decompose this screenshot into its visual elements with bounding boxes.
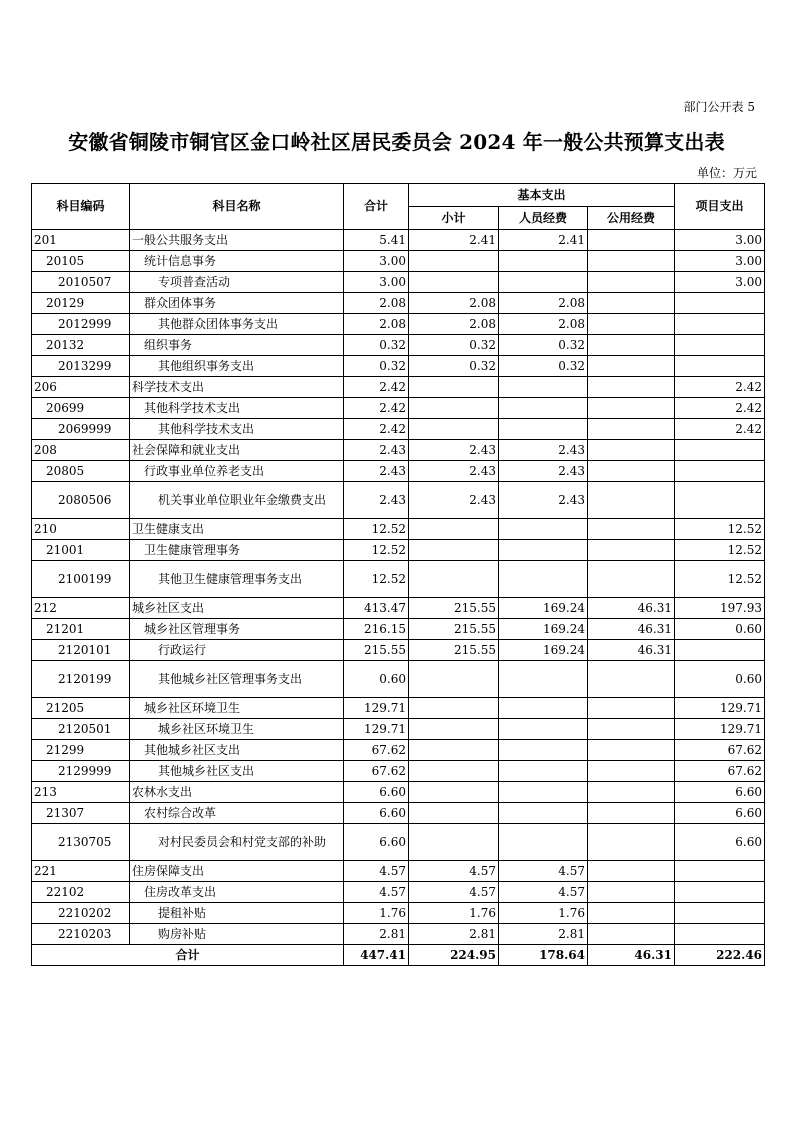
cell-total: 216.15	[344, 619, 409, 640]
cell-public: 46.31	[588, 598, 675, 619]
cell-project: 3.00	[675, 272, 765, 293]
cell-code: 2129999	[32, 761, 130, 782]
cell-public	[588, 561, 675, 598]
cell-subtotal	[409, 698, 499, 719]
table-row	[32, 335, 765, 356]
table-row	[32, 230, 765, 251]
cell-code: 2080506	[32, 482, 130, 519]
cell-code: 221	[32, 861, 130, 882]
cell-public	[588, 661, 675, 698]
cell-code: 2210202	[32, 903, 130, 924]
cell-subtotal: 2.43	[409, 482, 499, 519]
cell-code: 20805	[32, 461, 130, 482]
cell-personnel: 169.24	[499, 640, 588, 661]
cell-project	[675, 861, 765, 882]
col-project-header: 项目支出	[675, 184, 765, 230]
cell-personnel	[499, 740, 588, 761]
cell-project: 67.62	[675, 740, 765, 761]
cell-public	[588, 540, 675, 561]
cell-subtotal: 4.57	[409, 861, 499, 882]
budget-table	[31, 183, 765, 966]
cell-public	[588, 824, 675, 861]
col-total-header: 合计	[344, 184, 409, 230]
cell-code: 213	[32, 782, 130, 803]
cell-total: 2.08	[344, 314, 409, 335]
cell-project: 2.42	[675, 377, 765, 398]
cell-project: 12.52	[675, 561, 765, 598]
cell-code: 2013299	[32, 356, 130, 377]
table-row	[32, 377, 765, 398]
cell-subtotal	[409, 803, 499, 824]
cell-code: 2010507	[32, 272, 130, 293]
cell-subtotal: 2.41	[409, 230, 499, 251]
cell-public	[588, 719, 675, 740]
cell-public	[588, 482, 675, 519]
cell-subtotal	[409, 540, 499, 561]
cell-project	[675, 882, 765, 903]
cell-total: 4.57	[344, 882, 409, 903]
col-public-header: 公用经费	[588, 207, 675, 230]
cell-name: 行政运行	[130, 640, 344, 661]
cell-personnel	[499, 272, 588, 293]
table-row	[32, 619, 765, 640]
cell-name: 提租补贴	[130, 903, 344, 924]
cell-total: 6.60	[344, 824, 409, 861]
table-row	[32, 419, 765, 440]
cell-name: 一般公共服务支出	[130, 230, 344, 251]
totals-public: 46.31	[588, 945, 675, 966]
totals-personnel: 178.64	[499, 945, 588, 966]
table-row	[32, 803, 765, 824]
table-row	[32, 740, 765, 761]
cell-total: 12.52	[344, 519, 409, 540]
cell-personnel: 2.08	[499, 293, 588, 314]
cell-name: 农村综合改革	[130, 803, 344, 824]
cell-subtotal: 215.55	[409, 640, 499, 661]
cell-public	[588, 761, 675, 782]
cell-public	[588, 230, 675, 251]
cell-code: 206	[32, 377, 130, 398]
cell-project	[675, 903, 765, 924]
cell-subtotal	[409, 561, 499, 598]
cell-public	[588, 440, 675, 461]
cell-personnel	[499, 719, 588, 740]
cell-total: 2.43	[344, 440, 409, 461]
totals-label: 合计	[32, 945, 344, 966]
cell-project: 67.62	[675, 761, 765, 782]
cell-project: 12.52	[675, 540, 765, 561]
unit-label: 单位：万元	[696, 166, 757, 180]
cell-project: 3.00	[675, 251, 765, 272]
table-row	[32, 440, 765, 461]
cell-public	[588, 419, 675, 440]
col-code-header: 科目编码	[32, 184, 130, 230]
cell-total: 129.71	[344, 698, 409, 719]
cell-total: 67.62	[344, 761, 409, 782]
cell-subtotal: 215.55	[409, 598, 499, 619]
cell-public	[588, 356, 675, 377]
totals-total: 447.41	[344, 945, 409, 966]
cell-subtotal: 2.43	[409, 461, 499, 482]
cell-public	[588, 461, 675, 482]
cell-project	[675, 335, 765, 356]
cell-subtotal: 0.32	[409, 356, 499, 377]
cell-total: 12.52	[344, 540, 409, 561]
cell-name: 城乡社区环境卫生	[130, 698, 344, 719]
cell-public	[588, 882, 675, 903]
table-body	[32, 230, 765, 945]
table-row	[32, 482, 765, 519]
cell-total: 215.55	[344, 640, 409, 661]
cell-project: 12.52	[675, 519, 765, 540]
cell-project	[675, 293, 765, 314]
cell-personnel: 2.41	[499, 230, 588, 251]
cell-name: 城乡社区管理事务	[130, 619, 344, 640]
cell-total: 129.71	[344, 719, 409, 740]
cell-subtotal: 2.81	[409, 924, 499, 945]
cell-personnel	[499, 251, 588, 272]
cell-project	[675, 356, 765, 377]
cell-personnel: 0.32	[499, 356, 588, 377]
cell-name: 群众团体事务	[130, 293, 344, 314]
totals-subtotal: 224.95	[409, 945, 499, 966]
cell-public	[588, 314, 675, 335]
table-row	[32, 719, 765, 740]
table-row	[32, 398, 765, 419]
cell-personnel: 2.43	[499, 461, 588, 482]
cell-code: 21001	[32, 540, 130, 561]
col-personnel-header: 人员经费	[499, 207, 588, 230]
cell-total: 2.81	[344, 924, 409, 945]
table-row	[32, 782, 765, 803]
cell-public	[588, 924, 675, 945]
cell-personnel	[499, 377, 588, 398]
cell-personnel: 2.08	[499, 314, 588, 335]
cell-total: 6.60	[344, 782, 409, 803]
cell-subtotal	[409, 661, 499, 698]
cell-project	[675, 440, 765, 461]
cell-personnel: 4.57	[499, 861, 588, 882]
cell-public: 46.31	[588, 619, 675, 640]
table-row	[32, 882, 765, 903]
cell-total: 2.43	[344, 461, 409, 482]
cell-code: 210	[32, 519, 130, 540]
cell-personnel: 1.76	[499, 903, 588, 924]
cell-public	[588, 861, 675, 882]
cell-code: 21299	[32, 740, 130, 761]
cell-name: 其他科学技术支出	[130, 419, 344, 440]
form-number: 部门公开表 5	[683, 100, 755, 114]
cell-code: 21307	[32, 803, 130, 824]
totals-row	[32, 945, 765, 966]
cell-subtotal	[409, 419, 499, 440]
table-row	[32, 824, 765, 861]
table-row	[32, 903, 765, 924]
cell-personnel: 169.24	[499, 598, 588, 619]
cell-public	[588, 335, 675, 356]
cell-name: 住房保障支出	[130, 861, 344, 882]
cell-name: 组织事务	[130, 335, 344, 356]
cell-name: 专项普查活动	[130, 272, 344, 293]
cell-personnel	[499, 698, 588, 719]
cell-name: 购房补贴	[130, 924, 344, 945]
cell-total: 6.60	[344, 803, 409, 824]
cell-public	[588, 698, 675, 719]
cell-code: 20132	[32, 335, 130, 356]
cell-subtotal	[409, 740, 499, 761]
cell-total: 67.62	[344, 740, 409, 761]
cell-public	[588, 803, 675, 824]
cell-personnel	[499, 761, 588, 782]
cell-personnel: 2.43	[499, 440, 588, 461]
cell-code: 2100199	[32, 561, 130, 598]
cell-project	[675, 482, 765, 519]
cell-project: 129.71	[675, 719, 765, 740]
cell-name: 其他群众团体事务支出	[130, 314, 344, 335]
cell-total: 2.42	[344, 398, 409, 419]
table-row	[32, 924, 765, 945]
table-row	[32, 272, 765, 293]
cell-personnel	[499, 561, 588, 598]
cell-code: 2130705	[32, 824, 130, 861]
cell-subtotal	[409, 398, 499, 419]
cell-subtotal	[409, 719, 499, 740]
cell-subtotal	[409, 519, 499, 540]
cell-code: 208	[32, 440, 130, 461]
cell-name: 社会保障和就业支出	[130, 440, 344, 461]
cell-total: 2.42	[344, 377, 409, 398]
cell-project: 0.60	[675, 661, 765, 698]
cell-name: 机关事业单位职业年金缴费支出	[130, 482, 344, 519]
col-basic-header: 基本支出	[409, 184, 675, 207]
cell-name: 统计信息事务	[130, 251, 344, 272]
cell-total: 0.60	[344, 661, 409, 698]
cell-project: 3.00	[675, 230, 765, 251]
cell-code: 22102	[32, 882, 130, 903]
cell-project	[675, 314, 765, 335]
cell-code: 2210203	[32, 924, 130, 945]
cell-code: 20699	[32, 398, 130, 419]
cell-name: 其他城乡社区管理事务支出	[130, 661, 344, 698]
cell-subtotal: 2.08	[409, 293, 499, 314]
table-row	[32, 314, 765, 335]
table-row	[32, 561, 765, 598]
cell-code: 21201	[32, 619, 130, 640]
cell-subtotal: 4.57	[409, 882, 499, 903]
cell-name: 行政事业单位养老支出	[130, 461, 344, 482]
cell-subtotal	[409, 251, 499, 272]
cell-project: 6.60	[675, 782, 765, 803]
cell-subtotal	[409, 761, 499, 782]
cell-public: 46.31	[588, 640, 675, 661]
cell-name: 其他组织事务支出	[130, 356, 344, 377]
table-row	[32, 540, 765, 561]
cell-subtotal: 1.76	[409, 903, 499, 924]
cell-name: 其他科学技术支出	[130, 398, 344, 419]
table-row	[32, 861, 765, 882]
cell-public	[588, 251, 675, 272]
cell-total: 5.41	[344, 230, 409, 251]
cell-name: 卫生健康管理事务	[130, 540, 344, 561]
table-row	[32, 598, 765, 619]
cell-subtotal: 0.32	[409, 335, 499, 356]
cell-code: 2069999	[32, 419, 130, 440]
cell-total: 2.08	[344, 293, 409, 314]
cell-public	[588, 782, 675, 803]
cell-name: 城乡社区支出	[130, 598, 344, 619]
cell-code: 212	[32, 598, 130, 619]
cell-personnel: 4.57	[499, 882, 588, 903]
cell-project	[675, 924, 765, 945]
cell-name: 科学技术支出	[130, 377, 344, 398]
cell-personnel	[499, 782, 588, 803]
table-row	[32, 461, 765, 482]
cell-total: 0.32	[344, 356, 409, 377]
cell-personnel	[499, 419, 588, 440]
cell-total: 1.76	[344, 903, 409, 924]
cell-personnel	[499, 540, 588, 561]
cell-personnel: 169.24	[499, 619, 588, 640]
cell-public	[588, 272, 675, 293]
cell-total: 3.00	[344, 272, 409, 293]
cell-project: 2.42	[675, 419, 765, 440]
cell-name: 农林水支出	[130, 782, 344, 803]
cell-subtotal: 215.55	[409, 619, 499, 640]
cell-project: 129.71	[675, 698, 765, 719]
cell-subtotal: 2.43	[409, 440, 499, 461]
cell-project: 6.60	[675, 824, 765, 861]
cell-subtotal	[409, 272, 499, 293]
cell-code: 20105	[32, 251, 130, 272]
table-row	[32, 698, 765, 719]
cell-total: 0.32	[344, 335, 409, 356]
cell-personnel	[499, 398, 588, 419]
cell-name: 其他城乡社区支出	[130, 740, 344, 761]
cell-total: 2.42	[344, 419, 409, 440]
cell-code: 201	[32, 230, 130, 251]
cell-code: 2120501	[32, 719, 130, 740]
cell-project: 197.93	[675, 598, 765, 619]
cell-code: 2120199	[32, 661, 130, 698]
cell-subtotal	[409, 782, 499, 803]
cell-project	[675, 461, 765, 482]
cell-code: 2120101	[32, 640, 130, 661]
cell-name: 卫生健康支出	[130, 519, 344, 540]
cell-personnel	[499, 824, 588, 861]
table-row	[32, 761, 765, 782]
cell-project	[675, 640, 765, 661]
cell-public	[588, 519, 675, 540]
cell-code: 2012999	[32, 314, 130, 335]
cell-project: 2.42	[675, 398, 765, 419]
page-title: 安徽省铜陵市铜官区金口岭社区居民委员会 2024 年一般公共预算支出表	[68, 130, 725, 154]
cell-personnel: 2.43	[499, 482, 588, 519]
cell-name: 其他卫生健康管理事务支出	[130, 561, 344, 598]
cell-subtotal	[409, 377, 499, 398]
cell-public	[588, 740, 675, 761]
cell-personnel	[499, 803, 588, 824]
cell-name: 城乡社区环境卫生	[130, 719, 344, 740]
cell-public	[588, 903, 675, 924]
cell-project: 0.60	[675, 619, 765, 640]
table-row	[32, 640, 765, 661]
cell-total: 2.43	[344, 482, 409, 519]
col-subtotal-header: 小计	[409, 207, 499, 230]
cell-personnel: 0.32	[499, 335, 588, 356]
cell-public	[588, 398, 675, 419]
cell-code: 21205	[32, 698, 130, 719]
table-row	[32, 661, 765, 698]
table-row	[32, 251, 765, 272]
cell-public	[588, 377, 675, 398]
cell-project: 6.60	[675, 803, 765, 824]
cell-subtotal: 2.08	[409, 314, 499, 335]
cell-total: 12.52	[344, 561, 409, 598]
cell-personnel	[499, 661, 588, 698]
cell-personnel: 2.81	[499, 924, 588, 945]
table-row	[32, 293, 765, 314]
table-row	[32, 519, 765, 540]
cell-total: 413.47	[344, 598, 409, 619]
cell-total: 3.00	[344, 251, 409, 272]
cell-name: 对村民委员会和村党支部的补助	[130, 824, 344, 861]
cell-name: 其他城乡社区支出	[130, 761, 344, 782]
table-row	[32, 356, 765, 377]
col-name-header: 科目名称	[130, 184, 344, 230]
cell-name: 住房改革支出	[130, 882, 344, 903]
totals-project: 222.46	[675, 945, 765, 966]
cell-subtotal	[409, 824, 499, 861]
cell-personnel	[499, 519, 588, 540]
cell-total: 4.57	[344, 861, 409, 882]
cell-code: 20129	[32, 293, 130, 314]
cell-public	[588, 293, 675, 314]
